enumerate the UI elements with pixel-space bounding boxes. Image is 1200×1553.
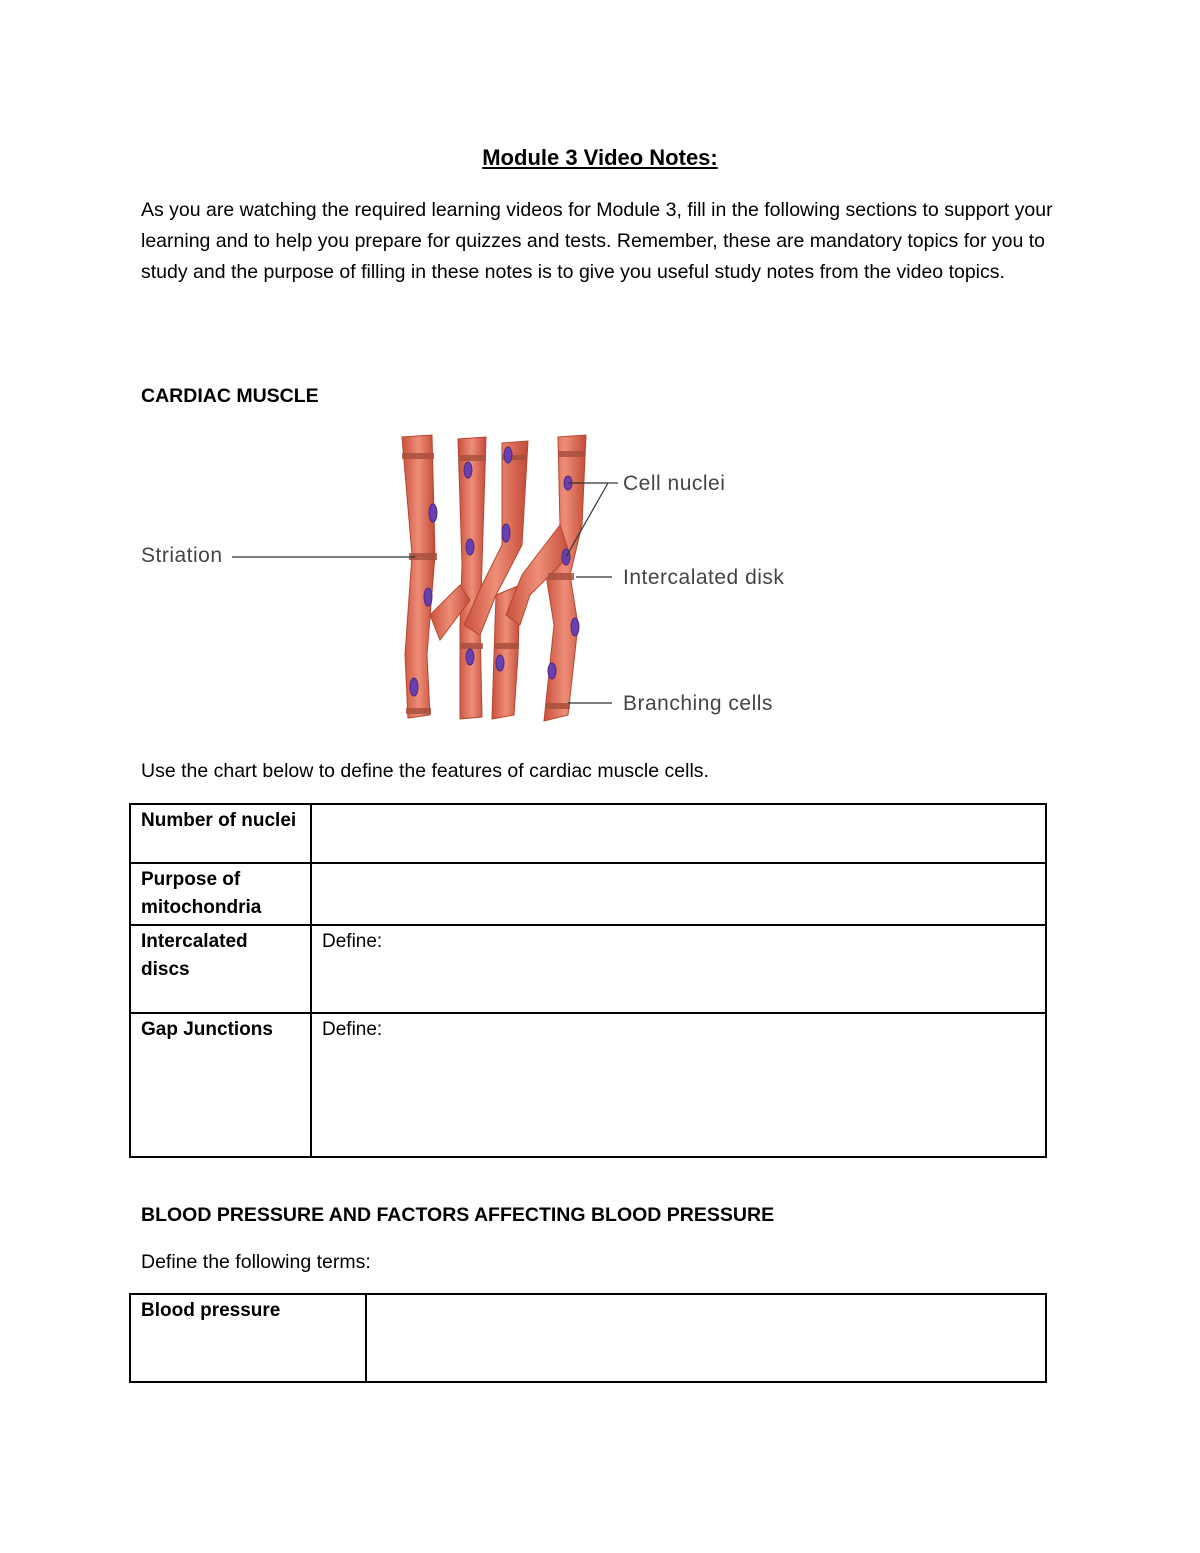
cardiac-muscle-heading: CARDIAC MUSCLE (141, 385, 319, 407)
row-label-intercalated-discs: Intercalated discs (130, 925, 311, 1013)
cell-nucleus (502, 524, 510, 542)
blood-pressure-instruction: Define the following terms: (141, 1251, 371, 1273)
intro-paragraph: As you are watching the required learning videos for Module 3, fill in the following sections to support your learning and to help you prepare for quizzes and tests. Remember, these are mandatory topics for you to study and the purpose of filling in these notes is to give you useful study notes from the video topics. (141, 199, 1053, 283)
label-intercalated-disk: Intercalated disk (623, 566, 785, 589)
striation-band (461, 643, 483, 649)
cell-nucleus (548, 663, 556, 679)
muscle-fiber (458, 437, 486, 719)
answer-cell-blood-pressure[interactable] (366, 1294, 1046, 1382)
label-striation: Striation (141, 544, 223, 567)
cell-nucleus (504, 447, 512, 463)
table-row (130, 925, 1046, 1013)
row-label-purpose-of-mitochondria: Purpose of mitochondria (130, 863, 311, 925)
page-title: Module 3 Video Notes: (482, 145, 718, 170)
table-row (130, 863, 1046, 925)
row-label-number-of-nuclei: Number of nuclei (130, 804, 311, 863)
answer-cell-gap-junctions[interactable]: Define: (311, 1013, 1046, 1157)
striation-band (546, 703, 570, 709)
striation-band (460, 455, 486, 461)
answer-cell-number-of-nuclei[interactable] (311, 804, 1046, 863)
striation-band (558, 451, 585, 457)
label-cell-nuclei: Cell nuclei (623, 472, 726, 495)
answer-cell-purpose-of-mitochondria[interactable] (311, 863, 1046, 925)
cell-nucleus (429, 504, 437, 522)
cardiac-chart-instruction: Use the chart below to define the features of cardiac muscle cells. (141, 760, 709, 782)
table-row (130, 804, 1046, 863)
blood-pressure-table (129, 1293, 1047, 1383)
row-label-blood-pressure: Blood pressure (130, 1294, 366, 1382)
cell-nucleus (410, 678, 418, 696)
striation-band (402, 453, 434, 459)
cell-nucleus (464, 462, 472, 478)
table-row (130, 1013, 1046, 1157)
cell-nucleus (466, 649, 474, 665)
striation-band (548, 573, 574, 580)
table-row (130, 1294, 1046, 1382)
cardiac-features-table (129, 803, 1047, 1158)
answer-cell-intercalated-discs[interactable]: Define: (311, 925, 1046, 1013)
cell-nucleus (496, 655, 504, 671)
blood-pressure-heading: BLOOD PRESSURE AND FACTORS AFFECTING BLOOD PRESSURE (141, 1204, 775, 1226)
striation-band (406, 708, 431, 714)
muscle-fiber (402, 435, 435, 718)
cell-nucleus (424, 588, 432, 606)
striation-band (495, 643, 519, 649)
label-branching-cells: Branching cells (623, 692, 773, 715)
cell-nucleus (571, 618, 579, 636)
cell-nucleus (466, 539, 474, 555)
row-label-gap-junctions: Gap Junctions (130, 1013, 311, 1157)
